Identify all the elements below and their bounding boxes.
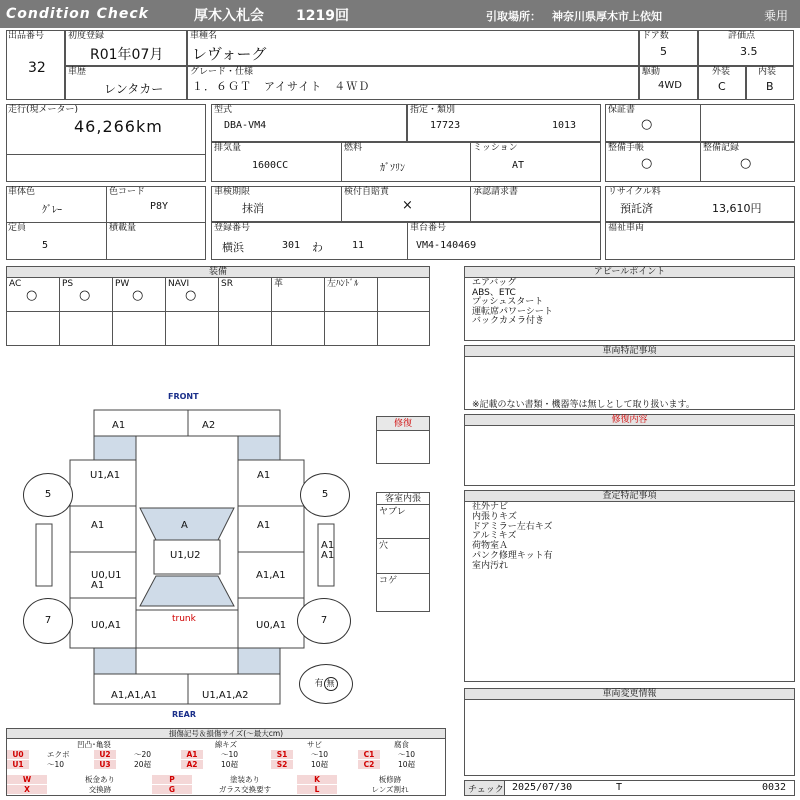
wheel-front-left [23,473,73,517]
designation-label: 指定・類別 [410,105,456,115]
legend-desc: 板修跡 [378,775,402,784]
trunk-label: trunk [172,614,196,624]
reg-num: 11 [352,240,365,251]
legend-code: A1 [181,750,203,759]
score-label: 評価点 [728,31,756,41]
legend-code: L [297,785,337,794]
appeal-item: 運転席パワーシート [472,306,553,317]
pickup-label: 引取場所： [486,10,541,23]
assessment-title: 査定特記事項 [465,491,794,502]
divider [112,278,113,346]
mark-front-left: A1 [112,420,126,431]
legend-desc: 交換跡 [88,785,112,794]
recycle-label: リサイクル料 [608,187,661,197]
legend-title: 損傷記号＆損傷サイズ(～最大cm) [7,729,445,739]
divider [470,142,471,182]
equipment-label: PS [62,279,74,289]
divider [341,186,342,222]
mark-door-fl: A1 [91,520,105,531]
divider [218,278,219,346]
pickup-place: 神奈川県厚木市上依知 [552,10,662,23]
rear-label: REAR [172,710,196,719]
warranty-label: 保証書 [608,105,636,115]
history-label: 車歴 [68,67,87,77]
legend-group: 線キズ [214,740,238,749]
legend-code: U3 [94,760,116,769]
interior-title: 客室内張 [377,493,429,505]
legend-group: サビ [307,740,322,749]
brand-logo: Condition Check [6,6,149,22]
record-value: ○ [740,156,752,171]
wheel-front-right-value: 5 [321,489,329,500]
mark-side-right-1: A1 [321,540,335,551]
assessment-item: 内張りキズ [472,511,517,522]
lot-label: 出品番号 [8,31,45,41]
type-label: 型式 [214,105,233,115]
equipment-value: ○ [26,288,38,303]
spare-tire [299,664,353,704]
legend-code: C2 [358,760,380,769]
mark-roof: U1,U2 [170,550,201,561]
assessment-item: 荷物室Ａ [472,541,509,552]
mileage-value: 46,266km [74,117,163,136]
inspection-value: 抹消 [242,202,264,215]
divider [6,222,206,223]
history-value: レンタカー [104,82,164,96]
divider [106,186,107,260]
header-bar [0,0,800,28]
mark-qtr-right: U0,A1 [256,620,287,631]
assessment-item: ドアミラー左右キズ [472,521,553,532]
displacement-value: 1600CC [252,160,289,171]
regno-box [211,222,601,260]
mileage-label: 走行(現メーター) [8,105,79,115]
legend-group: 凹凸･亀裂 [77,740,111,749]
model-label: 車種名 [190,31,218,41]
designation-value: 17723 [430,120,461,131]
legend-code: K [297,775,337,784]
vehicle-category: 乗用 [764,9,789,23]
divider [377,278,378,346]
reg-class: 301 [282,240,301,251]
ext-label: 外装 [712,67,731,77]
assessment-item: パンク修理キット有 [472,550,553,561]
legend-desc: 10超 [311,760,329,769]
capacity-label: 定員 [8,223,27,233]
divider [165,278,166,346]
interior-item-tear: ヤブレ [379,507,406,517]
mark-door-rr: A1,A1 [256,570,286,581]
legend-desc: ～10 [47,760,65,769]
spare-have: 有 [314,679,324,689]
wheel-rear-right-value: 7 [320,615,328,626]
model-name: レヴォーグ [192,45,267,63]
check-number: 0032 [762,782,787,793]
legend-code: P [152,775,192,784]
assessment-item: 室内汚れ [472,560,509,571]
legend-desc: ガラス交換要す [218,785,272,794]
equipment-value: ○ [132,288,144,303]
lot-number: 32 [28,60,46,76]
auction-name: 厚木入札会 [194,8,264,24]
interior-item-burn: コゲ [379,576,398,586]
repair-label-text: 修復 [393,419,412,429]
chassis-value: VM4-140469 [416,240,477,251]
mission-value: AT [512,160,525,171]
recycle-fee: 13,610円 [712,202,762,215]
legend-code: U0 [7,750,29,759]
check-initial: T [616,782,623,793]
manual-value: ○ [641,156,653,171]
equipment-label: SR [221,279,233,289]
special-title: 車両特記事項 [465,346,794,357]
wheel-rear-left [23,598,73,644]
approval-label: 承認請求書 [473,187,519,197]
equipment-value: ○ [185,288,197,303]
mark-side-right-2: A1 [321,550,335,561]
legend-desc: ～10 [311,750,329,759]
legend-code: S2 [271,760,293,769]
divider [376,573,430,574]
legend-code: C1 [358,750,380,759]
legend-desc: ～10 [398,750,416,759]
grade-value: １．６ＧＴ アイサイト ４ＷＤ [192,80,371,93]
manual-label: 整備手帳 [608,143,645,153]
doors-value: 5 [660,45,667,58]
loadcap-label: 積載量 [109,223,137,233]
appeal-item: プッシュスタート [472,297,544,308]
wheel-front-right [300,473,350,517]
appeal-item: バックカメラ付き [472,316,545,327]
divider [470,186,471,222]
record-label: 整備記録 [703,143,740,153]
interior-item-hole: 穴 [379,541,389,551]
appeal-item: エアバッグ [472,278,517,288]
legend-desc: レンズ割れ [371,785,409,794]
mark-fender-right: A1 [257,470,271,481]
front-label: FRONT [168,392,199,401]
equipment-label: NAVI [168,279,190,289]
mark-fender-left: U1,A1 [90,470,121,481]
doors-label: ドア数 [642,31,669,41]
divider [407,222,408,260]
reg-city: 横浜 [222,241,244,254]
repair-label [377,417,429,431]
liability-value: × [402,198,413,213]
appeal-list [472,279,553,327]
legend-desc: 20超 [134,760,152,769]
colorcode-label: 色コード [109,187,146,197]
capacity-value: 5 [42,240,49,251]
legend-code: U2 [94,750,116,759]
divider [700,104,701,142]
check-date: 2025/07/30 [512,782,573,793]
legend-code: A2 [181,760,203,769]
inspection-label: 車検期限 [214,187,251,197]
appeal-item: ABS、ETC [472,287,516,298]
spare-none: 無 [324,677,338,691]
legend-code: X [7,785,47,794]
chassis-label: 車台番号 [410,223,447,233]
int-label: 内装 [758,67,777,77]
first-reg-value: R01年07月 [90,47,164,63]
mission-label: ミッション [473,143,518,153]
divider [341,142,342,182]
divider [6,154,206,155]
colorcode-value: P8Y [150,201,169,212]
divider [59,278,60,346]
legend-desc: 板金あり [85,775,115,784]
special-note: ※記載のない書類・機器等は無しとして取り扱います。 [472,400,695,410]
mark-qtr-left: U0,A1 [91,620,122,631]
legend-group: 腐食 [394,740,409,749]
color-value: ｸﾞﾚｰ [42,205,62,216]
auction-session: 1219回 [296,8,349,24]
equipment-label: PW [115,279,130,289]
repair-content-title: 修復内容 [465,415,794,426]
equipment-value: ○ [79,288,91,303]
legend-desc: 10超 [398,760,416,769]
equipment-label: 左ﾊﾝﾄﾞﾙ [327,279,359,289]
drive-label: 駆動 [642,67,661,77]
legend-code: W [7,775,47,784]
appeal-title: アピールポイント [465,267,794,278]
reg-kana: わ [312,241,323,254]
fuel-value: ｶﾞｿﾘﾝ [380,163,405,174]
equipment-label: AC [9,279,22,289]
ext-value: C [718,80,726,93]
mark-door-rl-2: A1 [91,580,105,591]
regno-label: 登録番号 [214,223,251,233]
color-label: 車体色 [8,187,36,197]
divider [271,278,272,346]
welfare-label: 福祉車両 [608,223,645,233]
grade-label: グレード・仕様 [190,67,254,77]
fuel-label: 燃料 [344,143,363,153]
drive-value: 4WD [658,80,682,91]
mark-door-fr: A1 [257,520,271,531]
equipment-title: 装備 [7,267,429,278]
type-value: DBA-VM4 [224,120,267,131]
legend-desc: エクボ [47,750,70,759]
wheel-front-left-value: 5 [44,489,52,500]
mark-door-rl: U0,U1 [91,570,122,581]
wheel-rear-left-value: 7 [44,615,52,626]
mark-rear-left: A1,A1,A1 [111,690,157,701]
check-label: チェック [468,785,504,795]
assessment-list [472,503,553,572]
first-reg-label: 初度登録 [68,31,105,41]
change-info-box [464,688,795,776]
displacement-label: 排気量 [214,143,242,153]
legend-desc: ～20 [134,750,152,759]
change-info-title: 車両変更情報 [465,689,794,700]
int-value: B [766,80,774,93]
mark-rear-right: U1,A1,A2 [202,690,249,701]
equipment-label: 革 [274,279,284,289]
category-no-value: 1013 [552,120,577,131]
legend-desc: ～10 [221,750,239,759]
liability-label: 検付自賠責 [344,187,390,197]
mark-hood: A [181,520,188,531]
divider [324,278,325,346]
mark-front-right: A2 [202,420,216,431]
legend-code: G [152,785,192,794]
assessment-item: 社外ナビ [472,502,509,512]
recycle-status: 預託済 [620,202,653,215]
legend-code: S1 [271,750,293,759]
assessment-item: アルミキズ [472,531,517,542]
warranty-value: ○ [641,117,653,132]
divider [700,142,701,182]
wheel-rear-right [297,598,351,644]
score-value: 3.5 [740,45,758,58]
legend-desc: 塗装あり [230,775,260,784]
divider [376,538,430,539]
legend-desc: 10超 [221,760,239,769]
legend-code: U1 [7,760,29,769]
